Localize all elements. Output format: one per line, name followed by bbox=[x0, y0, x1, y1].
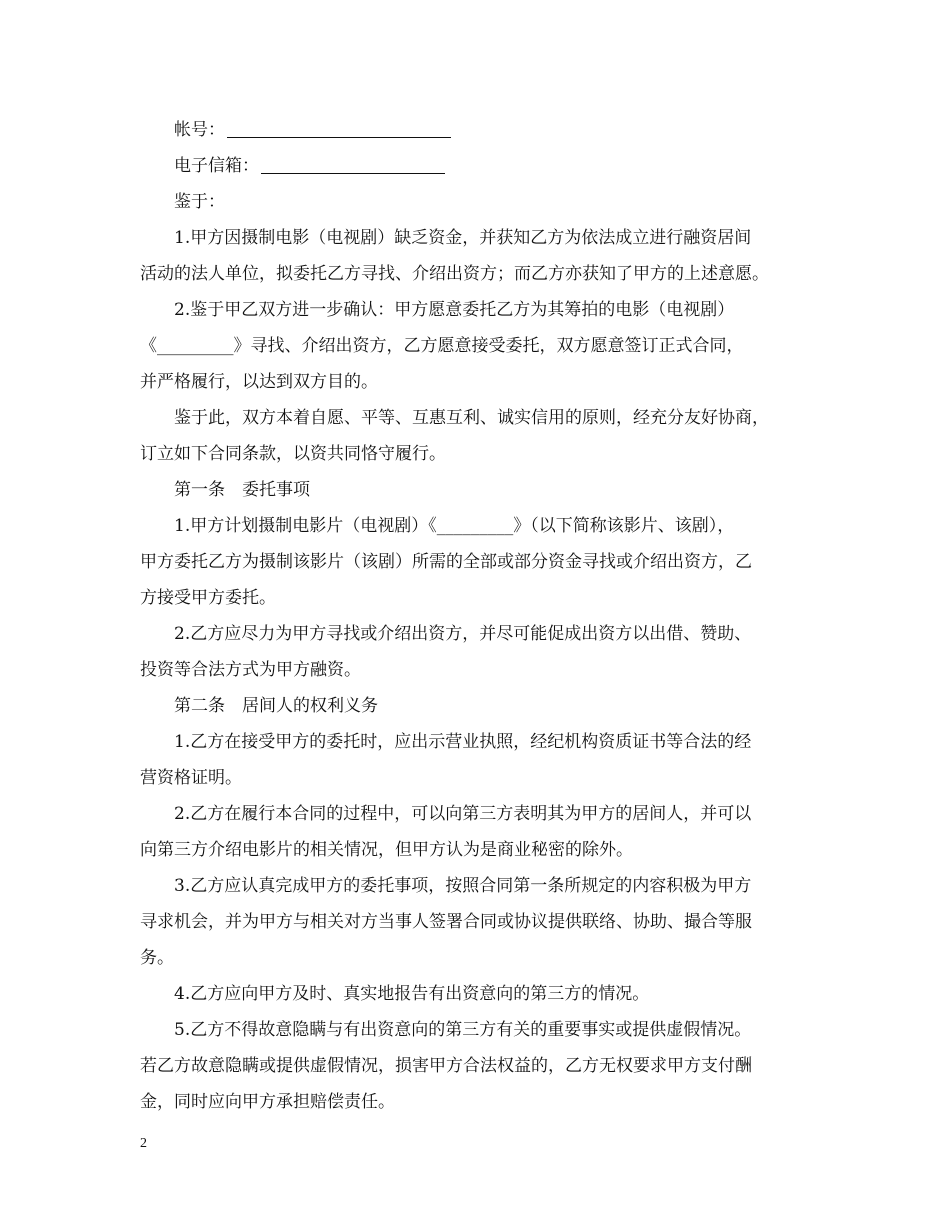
document-body bbox=[140, 112, 812, 1120]
email-field bbox=[140, 148, 812, 184]
email-blank bbox=[261, 155, 445, 174]
paragraph-line: 3.乙方应认真完成甲方的委托事项，按照合同第一条所规定的内容积极为甲方 bbox=[174, 876, 752, 896]
whereas-heading: 鉴于： bbox=[174, 192, 225, 212]
account-blank bbox=[227, 119, 451, 138]
article-heading: 第一条 委托事项 bbox=[174, 480, 310, 500]
paragraph-line: 方接受甲方委托。 bbox=[140, 588, 276, 608]
paragraph-line: 4.乙方应向甲方及时、真实地报告有出资意向的第三方的情况。 bbox=[174, 984, 650, 1004]
paragraph-line: 务。 bbox=[140, 948, 174, 968]
paragraph-line: 1.乙方在接受甲方的委托时，应出示营业执照，经纪机构资质证书等合法的经 bbox=[174, 732, 752, 752]
paragraph-line: 《_________》寻找、介绍出资方，乙方愿意接受委托，双方愿意签订正式合同， bbox=[140, 336, 744, 356]
paragraph-line: 金，同时应向甲方承担赔偿责任。 bbox=[140, 1092, 395, 1112]
paragraph-line: 2.乙方应尽力为甲方寻找或介绍出资方，并尽可能促成出资方以出借、赞助、 bbox=[174, 624, 752, 644]
paragraph-line: 甲方委托乙方为摄制该影片（该剧）所需的全部或部分资金寻找或介绍出资方，乙 bbox=[140, 552, 752, 572]
page-number: 2 bbox=[140, 1136, 147, 1151]
paragraph-line: 订立如下合同条款，以资共同恪守履行。 bbox=[140, 444, 446, 464]
account-field bbox=[140, 112, 812, 148]
paragraph-line: 5.乙方不得故意隐瞒与有出资意向的第三方有关的重要事实或提供虚假情况。 bbox=[174, 1020, 752, 1040]
paragraph-line: 投资等合法方式为甲方融资。 bbox=[140, 660, 361, 680]
paragraph-line: 若乙方故意隐瞒或提供虚假情况，损害甲方合法权益的，乙方无权要求甲方支付酬 bbox=[140, 1056, 752, 1076]
paragraph-line: 寻求机会，并为甲方与相关对方当事人签署合同或协议提供联络、协助、撮合等服 bbox=[140, 912, 752, 932]
paragraph-line: 鉴于此，双方本着自愿、平等、互惠互利、诚实信用的原则，经充分友好协商， bbox=[174, 408, 769, 428]
article-heading: 第二条 居间人的权利义务 bbox=[174, 696, 378, 716]
paragraph-line: 2.鉴于甲乙双方进一步确认：甲方愿意委托乙方为其筹拍的电影（电视剧） bbox=[174, 300, 735, 320]
account-label: 帐号： bbox=[174, 120, 225, 140]
paragraph-line: 1.甲方计划摄制电影片（电视剧）《_________》（以下简称该影片、该剧）， bbox=[174, 516, 735, 536]
paragraph-line: 并严格履行，以达到双方目的。 bbox=[140, 372, 378, 392]
paragraph-line: 2.乙方在履行本合同的过程中，可以向第三方表明其为甲方的居间人，并可以 bbox=[174, 804, 752, 824]
email-label: 电子信箱： bbox=[174, 156, 259, 176]
paragraph-line: 活动的法人单位，拟委托乙方寻找、介绍出资方；而乙方亦获知了甲方的上述意愿。 bbox=[140, 264, 769, 284]
paragraph-line: 1.甲方因摄制电影（电视剧）缺乏资金，并获知乙方为依法成立进行融资居间 bbox=[174, 228, 752, 248]
paragraph-line: 向第三方介绍电影片的相关情况，但甲方认为是商业秘密的除外。 bbox=[140, 840, 633, 860]
paragraph-line: 营资格证明。 bbox=[140, 768, 242, 788]
